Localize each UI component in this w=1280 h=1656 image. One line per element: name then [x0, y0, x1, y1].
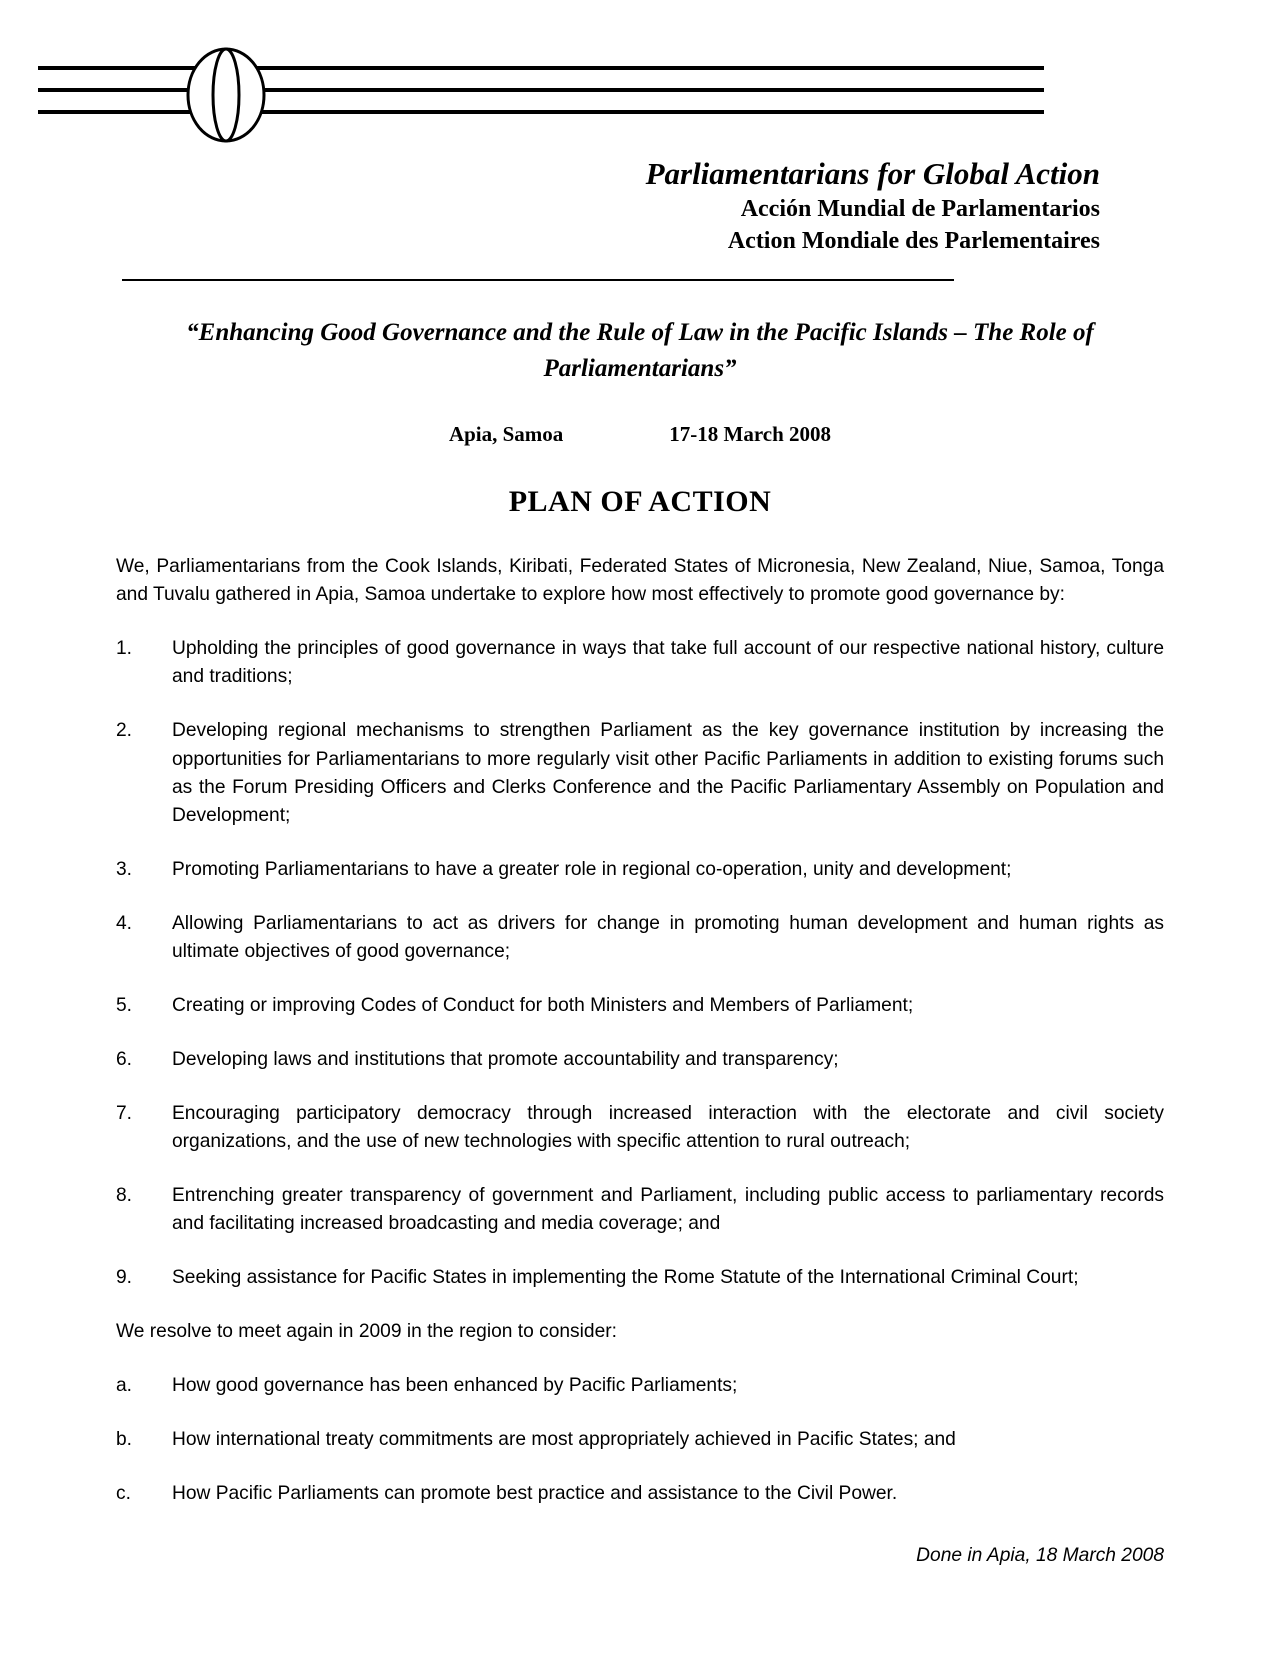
numbered-item-marker: 1. [116, 638, 133, 660]
document-body [116, 553, 1164, 1570]
list-item [116, 717, 1164, 829]
globe-icon [182, 47, 270, 143]
page-title: PLAN OF ACTION [508, 485, 772, 519]
lettered-item-marker: c. [116, 1483, 131, 1505]
numbered-item-marker: 9. [116, 1266, 133, 1288]
numbered-item-text: Developing laws and institutions that promote accountability and transparency; [172, 1048, 839, 1070]
resolve-paragraph: We resolve to meet again in 2009 in the region to consider: [116, 1320, 617, 1342]
list-item [116, 1480, 1164, 1508]
intro-paragraph: We, Parliamentarians from the Cook Islands, Kiribati, Federated States of Micronesia, New Zealand, Niue, Samoa, Tonga and Tuvalu gathered in Apia, Samoa undertake to explore how most effectively to promote good governance by: [116, 556, 1164, 606]
org-name-english: Parliamentarians for Global Action [645, 156, 1100, 191]
lettered-considerations-list [116, 1372, 1164, 1508]
conference-meta [0, 422, 1280, 447]
list-item [116, 1100, 1164, 1156]
list-item [116, 1182, 1164, 1238]
numbered-item-marker: 5. [116, 994, 133, 1016]
list-item [116, 1426, 1164, 1454]
lettered-item-text: How international treaty commitments are most appropriately achieved in Pacific States; and [172, 1428, 956, 1450]
numbered-item-text: Allowing Parliamentarians to act as drivers for change in promoting human development and human rights as ultimate objectives of good governance; [172, 912, 1164, 962]
lettered-item-text: How Pacific Parliaments can promote best practice and assistance to the Civil Power. [172, 1483, 898, 1505]
list-item [116, 635, 1164, 691]
organization-names [0, 156, 1280, 257]
numbered-commitments-list [116, 635, 1164, 1292]
list-item [116, 856, 1164, 884]
lettered-item-text: How good governance has been enhanced by Pacific Parliaments; [172, 1374, 738, 1396]
numbered-item-text: Promoting Parliamentarians to have a greater role in regional co-operation, unity and development; [172, 858, 1012, 880]
numbered-item-text: Developing regional mechanisms to strengthen Parliament as the key governance institution by increasing the opportunities for Parliamentarians to more regularly visit other Pacific Parliaments in addition to existing forums such as the Forum Presiding Officers and Clerks Conference and the Pacific Parliamentary Assembly on Population and Development; [172, 720, 1164, 826]
list-item [116, 910, 1164, 966]
org-name-french: Action Mondiale des Parlementaires [727, 227, 1100, 254]
list-item [116, 1264, 1164, 1292]
list-item [116, 992, 1164, 1020]
list-item [116, 1372, 1164, 1400]
numbered-item-text: Seeking assistance for Pacific States in implementing the Rome Statute of the International Criminal Court; [172, 1266, 1079, 1288]
closing-statement: Done in Apia, 18 March 2008 [916, 1545, 1164, 1567]
numbered-item-marker: 8. [116, 1184, 133, 1206]
lettered-item-marker: a. [116, 1374, 133, 1396]
org-name-spanish: Acción Mundial de Parlamentarios [740, 195, 1100, 222]
numbered-item-marker: 3. [116, 858, 133, 880]
numbered-item-marker: 4. [116, 912, 133, 934]
numbered-item-marker: 6. [116, 1048, 133, 1070]
numbered-item-marker: 7. [116, 1102, 133, 1124]
conference-title: “Enhancing Good Governance and the Rule of Law in the Pacific Islands – The Role of Parliamentarians” [186, 319, 1094, 382]
numbered-item-text: Creating or improving Codes of Conduct for both Ministers and Members of Parliament; [172, 994, 914, 1016]
conference-location: Apia, Samoa [448, 422, 564, 447]
numbered-item-marker: 2. [116, 720, 133, 742]
conference-block [0, 315, 1280, 447]
list-item [116, 1046, 1164, 1074]
numbered-item-text: Upholding the principles of good governance in ways that take full account of our respective national history, culture and traditions; [172, 638, 1164, 688]
masthead-divider [122, 279, 954, 281]
conference-dates: 17-18 March 2008 [669, 422, 832, 447]
numbered-item-text: Entrenching greater transparency of government and Parliament, including public access to parliamentary records and facilitating increased broadcasting and media coverage; and [172, 1184, 1164, 1234]
lettered-item-marker: b. [116, 1428, 133, 1450]
numbered-item-text: Encouraging participatory democracy through increased interaction with the electorate and civil society organizations, and the use of new technologies with specific attention to rural outreach; [172, 1102, 1164, 1152]
letterhead [0, 0, 1280, 140]
